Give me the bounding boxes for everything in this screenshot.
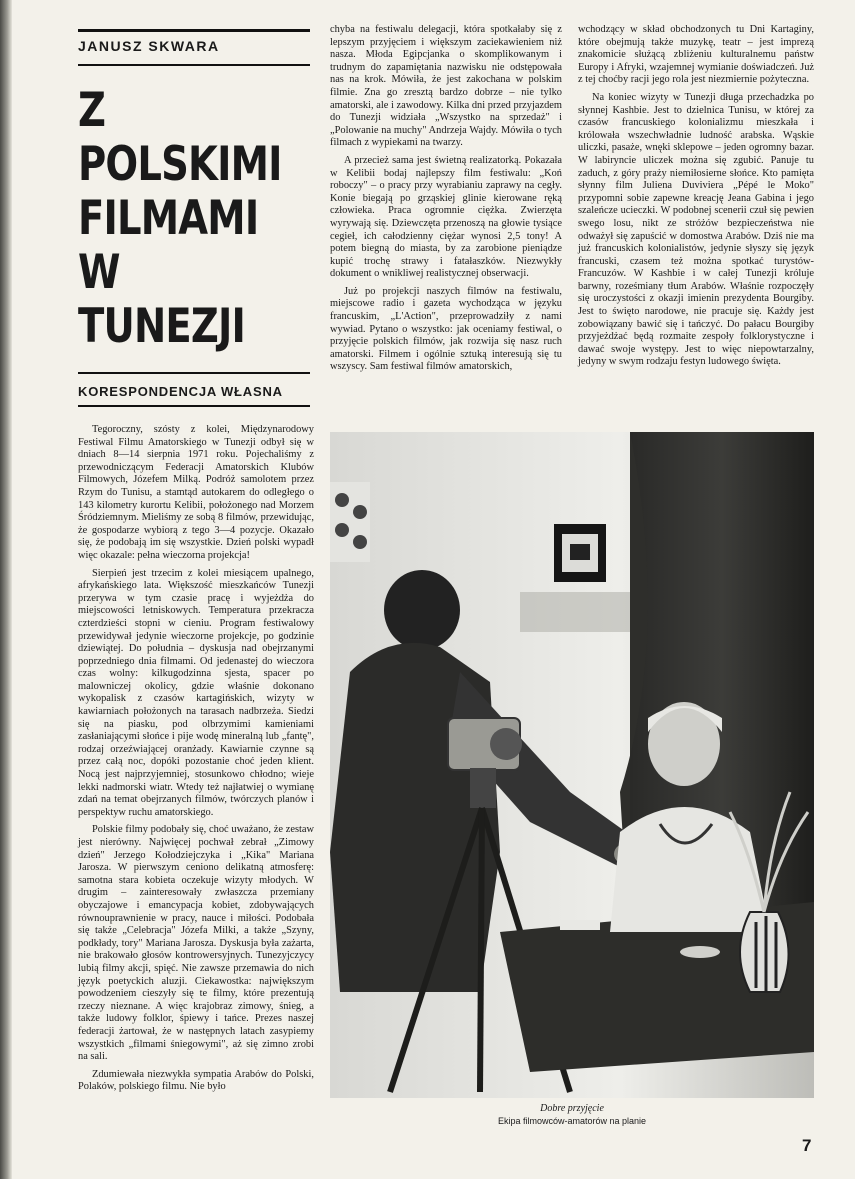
paragraph: wchodzący w skład obchodzonych tu Dni Kartaginy, które obejmują także muzykę, teatr – jest imprezą znakomicie służącą zbliżeniu kulturalnemu państw Europy i Afryki, wzajemnej wymianie doświadczeń. Już z tej choćby racji jego rola jest niezmiernie pożyteczna.	[578, 24, 814, 86]
top-rule	[78, 29, 310, 32]
paragraph: Zdumiewała niezwykła sympatia Arabów do Polski, Polaków, polskiego filmu. Nie było	[78, 1068, 314, 1093]
wall-frame-poster	[554, 524, 606, 582]
middle-column	[330, 24, 562, 379]
title-line: FILMAMI	[78, 191, 259, 246]
article-title	[78, 83, 282, 354]
caption-text: Ekipa filmowców-amatorów na planie	[497, 1116, 647, 1126]
caption-title: Dobre przyjęcie	[540, 1103, 604, 1114]
article-photo	[330, 432, 814, 1098]
photo-scene-illustration	[330, 432, 814, 1098]
binding-edge	[0, 0, 12, 1179]
author-byline: JANUSZ SKWARA	[78, 38, 220, 54]
kicker: KORESPONDENCJA WŁASNA	[78, 384, 283, 399]
title-line: W	[78, 245, 120, 300]
paragraph: Sierpień jest trzecim z kolei miesiącem upalnego, afrykańskiego lata. Większość mieszkańców Tunezji przerywa w tym czasie pracę i wyjeżdża do miejscowości letniskowych. Temperatura przekracza czterdzieści stopni w cieniu. Program festiwalowy przewidywał jedynie wieczorne projekcje, po godzinie dziewiątej. Do południa – dyskusja nad obejrzanymi poprzedniego dnia filmami. Od jedenastej do wieczora czas wolny: kilkugodzinna sjesta, spacer po malowniczej okolicy, gdzie właśnie dokonano wykopalisk z czasów kartagińskich, wizyty w kawiarniach położonych na tarasach nadbrzeża. Siedzi się na piasku, pod olbrzymimi kamieniami zasłaniającymi słońce i pije wodę mineralną lub „fantę", rodzaj orzeźwiającej oranżady. Kawiarnie czynne są przez całą noc, dopóki pozostanie choć jeden klient. Nocą jest najprzyjemniej, stosunkowo chłodno; wieje lekki nadmorski wiatr. Wtedy też najłatwiej o wymianę zdań na temat obejrzanych filmów, twórczych planów i perspektyw ruchu amatorskiego.	[78, 567, 314, 818]
left-column	[78, 424, 314, 1099]
title-line: Z	[78, 83, 106, 138]
paragraph: Na koniec wizyty w Tunezji długa przechadzka po słynnej Kashbie. Jest to dzielnica Tunisu, w której za czasów francuskiego kolonializmu mieszkała i królowała wszechwładnie ludność arabska. Wąskie uliczki, pasaże, wnęki sklepowe – jeden ogromny bazar. W labiryncie uliczek można się zgubić. Panuje tu zaduch, z góry praży niemiłosierne słońce. Kto pamięta słynny film Juliena Duviviera „Pépé le Moko" przypomni sobie zapewne kreację Jeana Gabina i jego szaleńcze ucieczki. W podobnej scenerii czuł się pewien swego losu, nikt ze stróżów bezpieczeństwa nie odważył się zapuścić w domostwa Arabów. Dziś nie ma już francuskich kolonialistów, jedynie słyszy się język francuski, czasem też można spotkać turystów-Francuzów. W Kashbie i w całej Tunezji króluje barwny, roześmiany tłum Arabów. Właśnie rozpoczęły się uroczystości z okazji imienin prezydenta Bourgiby. Jest to święto narodowe, nie pracuje się. Każdy jest zobowiązany bawić się i tańczyć. Do pałacu Bourgiby przyjeżdżać będą rozmaite zespoły folklorystyczne i dawać swoje występy. Jest to więc niepowtarzalny, jedyny w swym rodzaju festyn ludowego święta.	[578, 91, 814, 368]
title-line: POLSKIMI	[78, 137, 282, 192]
right-column	[578, 24, 814, 374]
paragraph: Polskie filmy podobały się, choć uważano, że zestaw jest nierówny. Najwięcej pochwał zebrał „Zimowy dzień" Jerzego Kołodziejczyka i „Kika" Mariana Jarosza. W pierwszym ceniono delikatną atmosferę: samotna stara kobieta oczekuje wizyty młodych. W drugim – zainteresowały zwłaszcza przemiany obyczajowe i emancypacja kobiet, zdobywających równouprawnienie w pracy, nauce i miłości. Podobała się także „Celebracja" Józefa Milki, a także „Szyny, podkłady, tory" Mariana Jarosza. Dyskusja była zażarta, nie brakowało głosów kontrowersyjnych. Tunezyjczycy lubią filmy akcji, spięć. Nie zawsze przemawia do nich język poetyckich aluzji. Ciekawostka: największym powodzeniem cieszyły się te filmy, które prezentują rzeczy nieznane. A więc krajobraz zimowy, śnieg, a także ludowy folklor, śpiewy i tańce. Prezes naszej federacji żartował, że w następnych latach zasypiemy wszystkich „filmami śniegowymi", aż się zimno zrobi na sali.	[78, 824, 314, 1063]
photo-caption	[330, 1103, 814, 1127]
paragraph: Tegoroczny, szósty z kolei, Międzynarodowy Festiwal Filmu Amatorskiego w Tunezji odbył się w dniach 8—14 sierpnia 1971 roku. Pojechaliśmy z przewodniczącym Federacji Amatorskich Klubów Filmowych, Józefem Milką. Podróż samolotem przez Rzym do Tunisu, a stamtąd autokarem do odległego o 143 kilometry kurortu Kelibii, położonego nad Morzem Śródziemnym. Mieliśmy ze sobą 8 filmów, przewidując, że gospodarze wybiorą z tego 3—4 pozycje. Okazało się, że podobają im się wszystkie. Dzień polski wypadł więc okazale: pełna wieczorna projekcja!	[78, 424, 314, 561]
kicker-rule	[78, 405, 310, 407]
wall-dot-poster	[330, 482, 370, 562]
page-number: 7	[802, 1136, 812, 1155]
title-rule	[78, 372, 310, 374]
paragraph: A przecież sama jest świetną realizatorką. Pokazała w Kelibii bodaj najlepszy film festiwalu: „Koń roboczy" – o pracy przy wyrabianiu zaprawy na cegły. Konie biegają po grząskiej glinie kierowane ręką człowieka. Praca ogromnie ciężka. Zwierzęta wyrywają się. Dziewczęta przenoszą na głowie tysiące cegieł, ich całodzienny ciężar wynosi 2,5 tony! A potem biegną do miasta, by za zarobione pieniądze kupić trochę strawy i fatałaszków. Niezwykły dokument o wnikliwej realistycznej obserwacji.	[330, 154, 562, 280]
paragraph: chyba na festiwalu delegacji, która spotkałaby się z lepszym przyjęciem i większym zaciekawieniem niż nasza. Młoda Egipcjanka o skomplikowanym i trudnym do zapamiętania nazwisku nie odstępowała nas na krok. Mówiła, że jest zakochana w polskim filmie. Zna go zresztą bardzo dobrze – nie tylko amatorski, ale i zawodowy. Kilka dni przed przyjazdem do Tunezji widziała „Wszystko na sprzedaż" i „Polowanie na muchy" Andrzeja Wajdy. Mówiła o tych filmach z wypiekami na twarzy.	[330, 24, 562, 149]
title-line: TUNEZJI	[78, 299, 246, 354]
paragraph: Już po projekcji naszych filmów na festiwalu, miejscowe radio i gazeta wychodząca w języku francuskim, „L'Action", przeprowadziły z nami wywiad. Pytano o wszystko: jak oceniamy festiwal, o przyjęcie polskich filmów, jak rozwija się nasz ruch amatorski. Filmem i ogólnie sztuką interesują się tu wszyscy. Sam festiwal filmów amatorskich,	[330, 285, 562, 373]
author-rule	[78, 64, 310, 66]
